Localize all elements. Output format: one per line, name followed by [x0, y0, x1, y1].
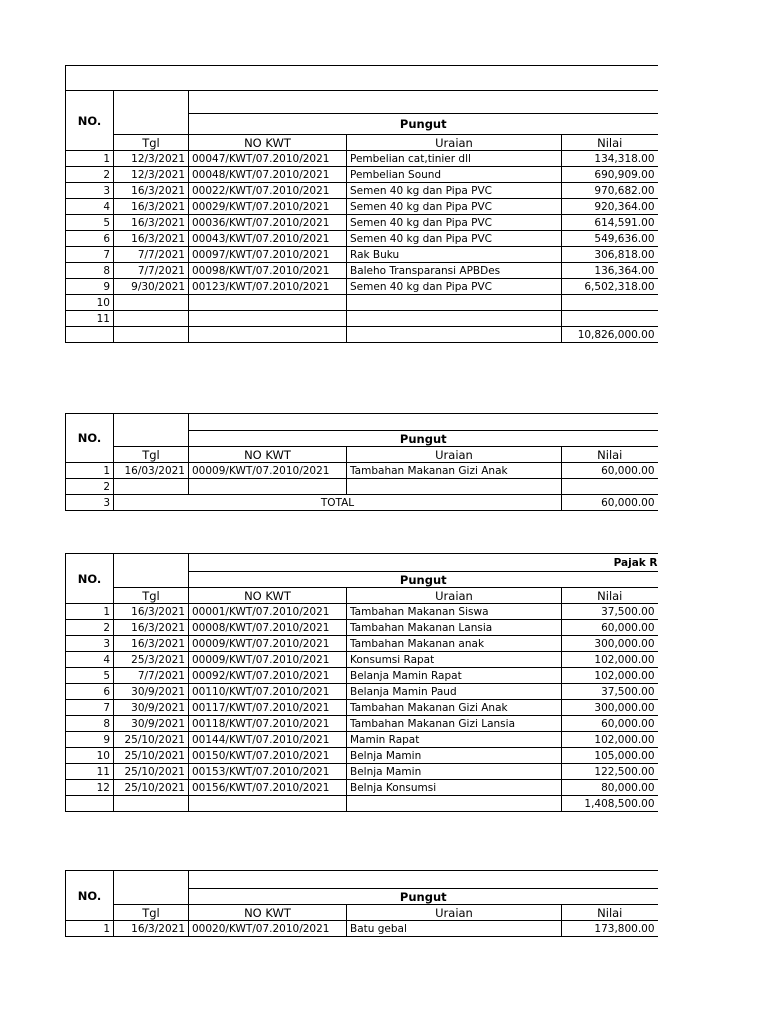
nilai-header: Nilai: [562, 588, 658, 604]
value-cell: 173,800.00: [562, 921, 658, 937]
kwt-cell: 00008/KWT/07.2010/2021: [189, 620, 347, 636]
table-row: [66, 684, 658, 700]
no-header: NO.: [66, 554, 114, 604]
kwt-cell: 00036/KWT/07.2010/2021: [189, 215, 347, 231]
description-cell: Semen 40 kg dan Pipa PVC: [347, 231, 562, 247]
value-cell: 549,636.00: [562, 231, 658, 247]
table-1: [65, 65, 658, 343]
description-cell: Semen 40 kg dan Pipa PVC: [347, 199, 562, 215]
kwt-cell: 00047/KWT/07.2010/2021: [189, 151, 347, 167]
table-row: [66, 247, 658, 263]
value-cell: 122,500.00: [562, 764, 658, 780]
value-cell: [562, 479, 658, 495]
pungut-header: Pungut: [189, 889, 658, 905]
table-2: [65, 413, 658, 511]
row-number: 1: [66, 921, 114, 937]
date-cell: 12/3/2021: [114, 151, 189, 167]
tgl-header: Tgl: [114, 905, 189, 921]
value-cell: 105,000.00: [562, 748, 658, 764]
date-cell: 9/30/2021: [114, 279, 189, 295]
row-number: 5: [66, 215, 114, 231]
row-number: 8: [66, 263, 114, 279]
kwt-cell: 00009/KWT/07.2010/2021: [189, 636, 347, 652]
row-number: 7: [66, 700, 114, 716]
value-cell: [562, 295, 658, 311]
table-3: [65, 553, 658, 812]
table-row: [66, 151, 658, 167]
date-cell: [114, 295, 189, 311]
date-cell: 30/9/2021: [114, 684, 189, 700]
row-number: 4: [66, 652, 114, 668]
value-cell: 102,000.00: [562, 732, 658, 748]
table-row: [66, 700, 658, 716]
value-cell: 6,502,318.00: [562, 279, 658, 295]
date-cell: 16/3/2021: [114, 199, 189, 215]
description-cell: Semen 40 kg dan Pipa PVC: [347, 183, 562, 199]
row-number: 9: [66, 732, 114, 748]
kwt-cell: 00098/KWT/07.2010/2021: [189, 263, 347, 279]
kwt-cell: 00117/KWT/07.2010/2021: [189, 700, 347, 716]
kwt-cell: 00022/KWT/07.2010/2021: [189, 183, 347, 199]
no-header: NO.: [66, 414, 114, 463]
description-cell: Tambahan Makanan Gizi Anak: [347, 700, 562, 716]
description-cell: Tambahan Makanan anak: [347, 636, 562, 652]
kwt-cell: [189, 479, 347, 495]
row-number: 2: [66, 167, 114, 183]
date-cell: 25/10/2021: [114, 780, 189, 796]
total-row-no: 3: [66, 495, 114, 511]
kwt-cell: [189, 311, 347, 327]
value-cell: 37,500.00: [562, 684, 658, 700]
description-cell: Rak Buku: [347, 247, 562, 263]
row-number: 10: [66, 748, 114, 764]
row-number: 9: [66, 279, 114, 295]
table-row: [66, 652, 658, 668]
date-cell: 16/3/2021: [114, 183, 189, 199]
description-cell: Semen 40 kg dan Pipa PVC: [347, 279, 562, 295]
value-cell: 80,000.00: [562, 780, 658, 796]
pungut-header: Pungut: [189, 114, 658, 135]
date-cell: 16/03/2021: [114, 463, 189, 479]
kwt-cell: 00097/KWT/07.2010/2021: [189, 247, 347, 263]
description-cell: Mamin Rapat: [347, 732, 562, 748]
row-number: 1: [66, 604, 114, 620]
pungut-header: Pungut: [189, 431, 658, 447]
date-cell: 25/10/2021: [114, 732, 189, 748]
table-row: [66, 604, 658, 620]
row-number: 10: [66, 295, 114, 311]
total-value: 60,000.00: [562, 495, 658, 511]
kwt-cell: 00118/KWT/07.2010/2021: [189, 716, 347, 732]
description-cell: [347, 311, 562, 327]
nilai-header: Nilai: [562, 135, 658, 151]
tgl-header: Tgl: [114, 135, 189, 151]
description-cell: Semen 40 kg dan Pipa PVC: [347, 215, 562, 231]
date-cell: 30/9/2021: [114, 716, 189, 732]
description-cell: Belanja Mamin Rapat: [347, 668, 562, 684]
table-row: [66, 167, 658, 183]
date-cell: 16/3/2021: [114, 620, 189, 636]
row-number: 3: [66, 636, 114, 652]
table-1-top-blank: [66, 66, 658, 91]
no-kwt-header: NO KWT: [189, 135, 347, 151]
uraian-header: Uraian: [347, 135, 562, 151]
description-cell: Tambahan Makanan Gizi Anak: [347, 463, 562, 479]
table-row: [66, 199, 658, 215]
value-cell: 614,591.00: [562, 215, 658, 231]
date-cell: 25/10/2021: [114, 748, 189, 764]
table-row: [66, 732, 658, 748]
date-cell: 12/3/2021: [114, 167, 189, 183]
table-row: [66, 279, 658, 295]
table-row: [66, 183, 658, 199]
value-cell: 300,000.00: [562, 636, 658, 652]
date-cell: [114, 479, 189, 495]
description-cell: Pembelian cat,tinier dll: [347, 151, 562, 167]
row-number: 6: [66, 231, 114, 247]
date-cell: 16/3/2021: [114, 215, 189, 231]
table-row: [66, 636, 658, 652]
description-cell: [347, 295, 562, 311]
table-row: [66, 263, 658, 279]
date-cell: 16/3/2021: [114, 921, 189, 937]
value-cell: 60,000.00: [562, 463, 658, 479]
description-cell: Tambahan Makanan Siswa: [347, 604, 562, 620]
table-row: [66, 716, 658, 732]
value-cell: 306,818.00: [562, 247, 658, 263]
uraian-header: Uraian: [347, 588, 562, 604]
kwt-cell: 00020/KWT/07.2010/2021: [189, 921, 347, 937]
description-cell: Belnja Konsumsi: [347, 780, 562, 796]
kwt-cell: 00153/KWT/07.2010/2021: [189, 764, 347, 780]
nilai-header: Nilai: [562, 447, 658, 463]
description-cell: Batu gebal: [347, 921, 562, 937]
row-number: 1: [66, 463, 114, 479]
date-cell: 25/3/2021: [114, 652, 189, 668]
kwt-cell: 00009/KWT/07.2010/2021: [189, 463, 347, 479]
table-row: [66, 764, 658, 780]
table-row: [66, 668, 658, 684]
row-number: 2: [66, 620, 114, 636]
description-cell: Belanja Mamin Paud: [347, 684, 562, 700]
no-kwt-header: NO KWT: [189, 447, 347, 463]
row-number: 3: [66, 183, 114, 199]
date-cell: 16/3/2021: [114, 604, 189, 620]
description-cell: Tambahan Makanan Gizi Lansia: [347, 716, 562, 732]
nilai-header: Nilai: [562, 905, 658, 921]
value-cell: 300,000.00: [562, 700, 658, 716]
table-row: [66, 748, 658, 764]
row-number: 6: [66, 684, 114, 700]
date-cell: 25/10/2021: [114, 764, 189, 780]
table-row: [66, 295, 658, 311]
row-number: 4: [66, 199, 114, 215]
value-cell: 920,364.00: [562, 199, 658, 215]
no-header: NO.: [66, 871, 114, 921]
kwt-cell: 00048/KWT/07.2010/2021: [189, 167, 347, 183]
kwt-cell: 00029/KWT/07.2010/2021: [189, 199, 347, 215]
value-cell: 970,682.00: [562, 183, 658, 199]
kwt-cell: 00092/KWT/07.2010/2021: [189, 668, 347, 684]
row-number: 1: [66, 151, 114, 167]
description-cell: Belnja Mamin: [347, 764, 562, 780]
value-cell: 102,000.00: [562, 652, 658, 668]
description-cell: [347, 479, 562, 495]
description-cell: Tambahan Makanan Lansia: [347, 620, 562, 636]
date-cell: 7/7/2021: [114, 263, 189, 279]
kwt-cell: 00150/KWT/07.2010/2021: [189, 748, 347, 764]
date-cell: 7/7/2021: [114, 247, 189, 263]
value-cell: 134,318.00: [562, 151, 658, 167]
date-cell: 16/3/2021: [114, 636, 189, 652]
date-cell: 7/7/2021: [114, 668, 189, 684]
table-row: [66, 311, 658, 327]
table-row: [66, 921, 658, 937]
table-row: [66, 620, 658, 636]
row-number: 7: [66, 247, 114, 263]
table-row: [66, 780, 658, 796]
date-cell: 16/3/2021: [114, 231, 189, 247]
no-kwt-header: NO KWT: [189, 588, 347, 604]
kwt-cell: 00156/KWT/07.2010/2021: [189, 780, 347, 796]
value-cell: 37,500.00: [562, 604, 658, 620]
kwt-cell: [189, 295, 347, 311]
row-number: 11: [66, 764, 114, 780]
no-kwt-header: NO KWT: [189, 905, 347, 921]
section-title: Pajak R: [189, 554, 658, 572]
kwt-cell: 00043/KWT/07.2010/2021: [189, 231, 347, 247]
row-number: 11: [66, 311, 114, 327]
kwt-cell: 00123/KWT/07.2010/2021: [189, 279, 347, 295]
description-cell: Pembelian Sound: [347, 167, 562, 183]
table-row: [66, 231, 658, 247]
row-number: 2: [66, 479, 114, 495]
kwt-cell: 00009/KWT/07.2010/2021: [189, 652, 347, 668]
total-value: 1,408,500.00: [562, 796, 658, 812]
kwt-cell: 00144/KWT/07.2010/2021: [189, 732, 347, 748]
date-cell: 30/9/2021: [114, 700, 189, 716]
tgl-header: Tgl: [114, 588, 189, 604]
total-value: 10,826,000.00: [562, 327, 658, 343]
value-cell: 60,000.00: [562, 620, 658, 636]
pungut-header: Pungut: [189, 572, 658, 588]
tgl-header: Tgl: [114, 447, 189, 463]
value-cell: 102,000.00: [562, 668, 658, 684]
description-cell: Konsumsi Rapat: [347, 652, 562, 668]
uraian-header: Uraian: [347, 905, 562, 921]
table-4: [65, 870, 658, 937]
table-row: [66, 479, 658, 495]
value-cell: 690,909.00: [562, 167, 658, 183]
total-label: TOTAL: [114, 495, 562, 511]
kwt-cell: 00001/KWT/07.2010/2021: [189, 604, 347, 620]
value-cell: 60,000.00: [562, 716, 658, 732]
value-cell: [562, 311, 658, 327]
row-number: 12: [66, 780, 114, 796]
uraian-header: Uraian: [347, 447, 562, 463]
value-cell: 136,364.00: [562, 263, 658, 279]
description-cell: Baleho Transparansi APBDes: [347, 263, 562, 279]
kwt-cell: 00110/KWT/07.2010/2021: [189, 684, 347, 700]
description-cell: Belnja Mamin: [347, 748, 562, 764]
no-header: NO.: [66, 91, 114, 151]
date-cell: [114, 311, 189, 327]
row-number: 8: [66, 716, 114, 732]
row-number: 5: [66, 668, 114, 684]
table-row: [66, 463, 658, 479]
table-row: [66, 215, 658, 231]
